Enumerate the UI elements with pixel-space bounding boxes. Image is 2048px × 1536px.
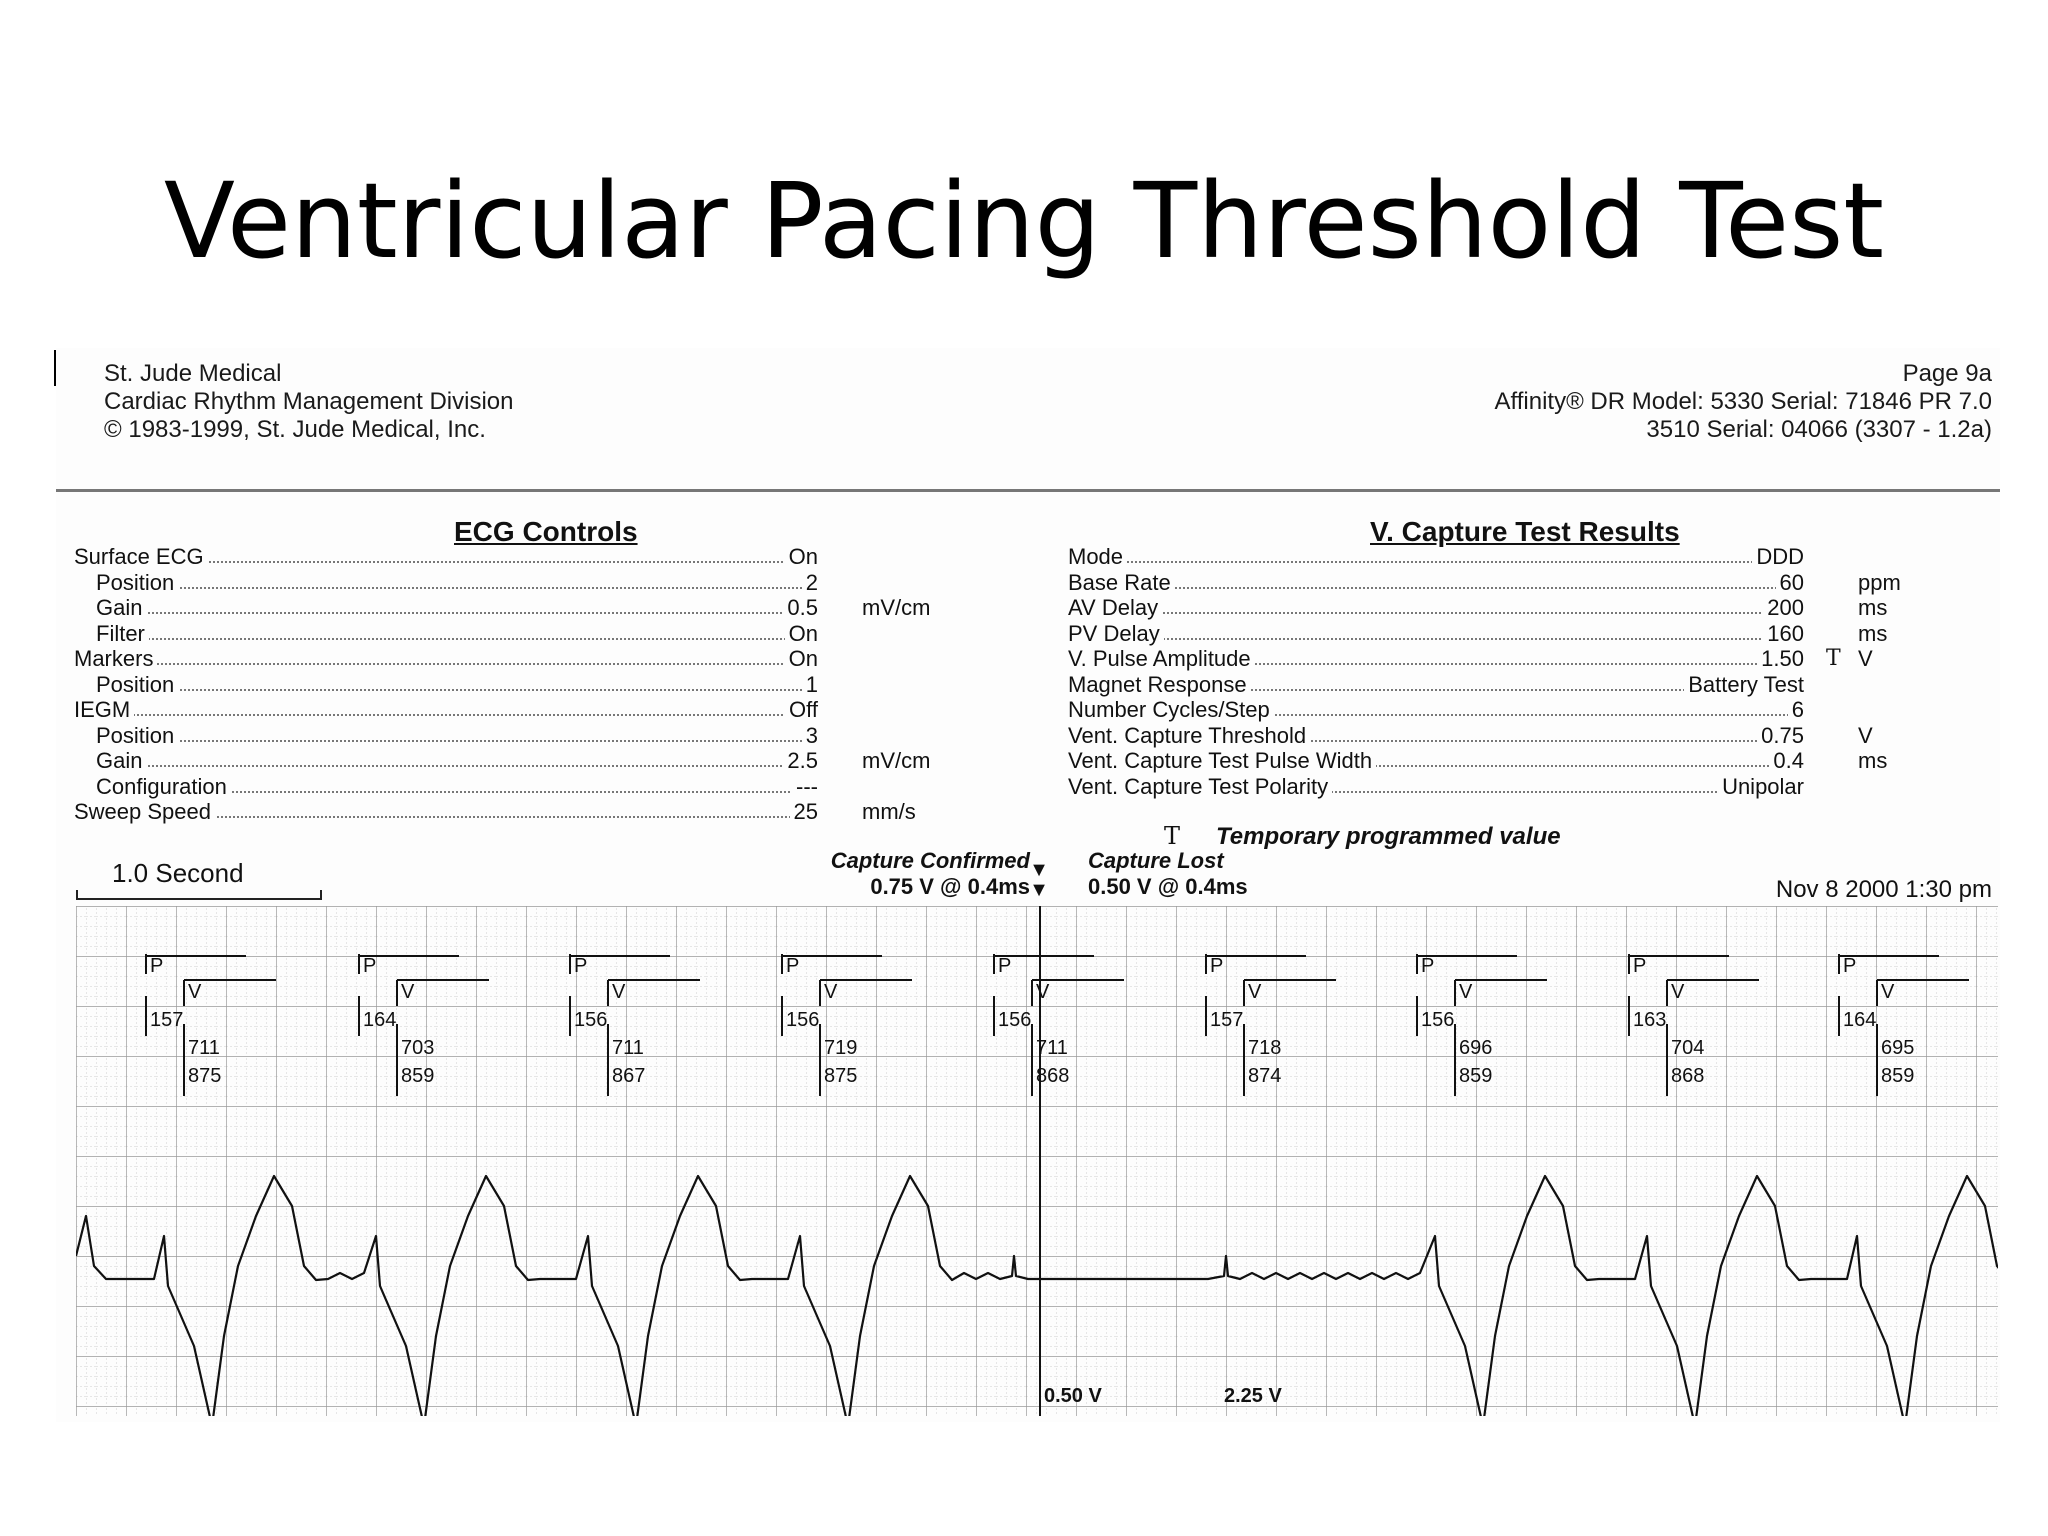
pp-interval: 859 (401, 1065, 435, 1087)
pv-interval: 163 (1633, 1009, 1667, 1031)
ecg-control-row (74, 544, 854, 570)
setting-label: Position (96, 723, 178, 749)
setting-unit: ms (1858, 748, 1888, 773)
ecg-control-row (74, 672, 854, 698)
setting-value: 6 (1788, 697, 1804, 723)
ecg-control-row (74, 799, 916, 825)
capture-result-row (1068, 595, 1948, 621)
setting-label: Number Cycles/Step (1068, 697, 1274, 723)
capture-lost-title: Capture Lost (1088, 848, 1224, 873)
capture-result-row (1068, 748, 1948, 774)
ecg-strip (76, 906, 1998, 1416)
dot-leader (96, 612, 818, 614)
vp-interval: 711 (188, 1037, 220, 1059)
p-marker: P (574, 955, 588, 977)
header-company: St. Jude Medical (104, 360, 282, 387)
capture-result-row (1068, 723, 1948, 749)
capture-result-row (1068, 774, 1948, 800)
dot-leader (96, 765, 818, 767)
printout-header-left (104, 360, 514, 444)
header-device-serial: 3510 Serial: 04066 (3307 - 1.2a) (1646, 416, 1992, 443)
header-division: Cardiac Rhythm Management Division (104, 388, 514, 415)
setting-label: Configuration (96, 774, 231, 800)
ecg-controls-list (74, 544, 931, 825)
pv-interval: 156 (786, 1009, 820, 1031)
ecg-control-row (74, 723, 854, 749)
capture-confirmed-annotation (730, 848, 1030, 900)
setting-label: Position (96, 570, 178, 596)
setting-value: 160 (1763, 621, 1804, 647)
dot-leader (1068, 561, 1804, 563)
pv-interval: 156 (1421, 1009, 1455, 1031)
p-marker: P (363, 955, 377, 977)
header-page: Page 9a (1902, 360, 1992, 387)
header-copyright: © 1983-1999, St. Jude Medical, Inc. (104, 416, 486, 443)
p-marker: P (998, 955, 1012, 977)
setting-unit: ms (1858, 620, 1888, 646)
v-marker: V (1671, 981, 1685, 1003)
v-marker: V (612, 981, 626, 1003)
v-marker: V (1248, 981, 1262, 1003)
setting-label: Gain (96, 748, 146, 774)
capture-result-row (1068, 570, 1948, 596)
pv-interval: 164 (363, 1009, 397, 1031)
header-device-model: Affinity® DR Model: 5330 Serial: 71846 PR 7.0 (1494, 388, 1992, 415)
vp-interval: 695 (1881, 1037, 1915, 1059)
capture-confirmed-value: 0.75 V @ 0.4ms (870, 874, 1030, 899)
ecg-control-row (74, 621, 854, 647)
setting-unit: mV/cm (862, 595, 931, 620)
setting-value: 3 (802, 723, 818, 749)
vp-interval: 719 (824, 1037, 858, 1059)
setting-value: 60 (1776, 570, 1804, 596)
dot-leader (1068, 612, 1804, 614)
p-marker: P (1210, 955, 1224, 977)
ecg-controls-title: ECG Controls (454, 516, 638, 547)
setting-value: 200 (1763, 595, 1804, 621)
pp-interval: 875 (824, 1065, 858, 1087)
dot-leader (96, 740, 818, 742)
strip-timestamp: Nov 8 2000 1:30 pm (1775, 876, 1992, 903)
dot-leader (1068, 638, 1804, 640)
ecg-strip-svg (76, 906, 1998, 1416)
setting-value: 0.5 (783, 595, 818, 621)
pp-interval: 867 (612, 1065, 646, 1087)
setting-value: 1 (802, 672, 818, 698)
p-marker: P (786, 955, 800, 977)
setting-value: Unipolar (1718, 774, 1804, 800)
setting-label: Markers (74, 646, 157, 672)
vp-interval: 711 (1036, 1037, 1068, 1059)
setting-value: On (785, 646, 818, 672)
setting-label: Position (96, 672, 178, 698)
setting-label: Base Rate (1068, 570, 1175, 596)
printout-header-right (1494, 360, 1992, 444)
dot-leader (96, 638, 818, 640)
setting-label: Mode (1068, 544, 1127, 570)
capture-lost-value: 0.50 V @ 0.4ms (1088, 874, 1248, 899)
capture-results-list (1068, 544, 1948, 799)
programmer-printout (56, 348, 2000, 1422)
setting-label: PV Delay (1068, 621, 1164, 647)
ecg-control-row (74, 595, 931, 621)
v-marker: V (401, 981, 415, 1003)
slide-title: Ventricular Pacing Threshold Test (163, 160, 1885, 282)
pulse-amplitude-label-high: 2.25 V (1224, 1385, 1282, 1407)
p-marker: P (1843, 955, 1857, 977)
v-marker: V (1459, 981, 1473, 1003)
vp-interval: 718 (1248, 1037, 1282, 1059)
vp-interval: 703 (401, 1037, 435, 1059)
vp-interval: 711 (612, 1037, 644, 1059)
time-scale-label: 1.0 Second (112, 858, 244, 888)
vp-interval: 696 (1459, 1037, 1493, 1059)
setting-label: Surface ECG (74, 544, 208, 570)
pulse-amplitude-label-low: 0.50 V (1044, 1385, 1102, 1407)
pp-interval: 868 (1671, 1065, 1705, 1087)
setting-label: Filter (96, 621, 149, 647)
setting-label: Gain (96, 595, 146, 621)
pp-interval: 859 (1881, 1065, 1915, 1087)
dot-leader (74, 663, 818, 665)
capture-result-row (1068, 672, 1948, 698)
capture-result-row (1068, 544, 1948, 570)
setting-label: Magnet Response (1068, 672, 1251, 698)
setting-unit: ms (1858, 595, 1888, 620)
setting-unit: V (1858, 722, 1873, 748)
ecg-control-row (74, 748, 931, 774)
pv-interval: 164 (1843, 1009, 1877, 1031)
setting-value: 0.75 (1757, 723, 1804, 749)
dot-leader (96, 587, 818, 589)
setting-value: --- (792, 774, 818, 800)
p-marker: P (1421, 955, 1435, 977)
setting-label: IEGM (74, 697, 134, 723)
dot-leader (74, 714, 818, 716)
capture-result-row (1068, 621, 1948, 647)
setting-value: 2 (802, 570, 818, 596)
temporary-value-text: Temporary programmed value (1216, 823, 1561, 850)
capture-confirmed-title: Capture Confirmed (830, 848, 1030, 873)
setting-label: Sweep Speed (74, 799, 215, 825)
capture-result-row (1068, 646, 1948, 672)
setting-label: Vent. Capture Threshold (1068, 723, 1310, 749)
v-marker: V (1036, 981, 1050, 1003)
v-marker: V (824, 981, 838, 1003)
ecg-control-row (74, 646, 854, 672)
header-divider (56, 489, 2000, 492)
pv-interval: 157 (1210, 1009, 1244, 1031)
pv-interval: 156 (998, 1009, 1032, 1031)
capture-result-row (1068, 697, 1948, 723)
threshold-arrow-icon: ▼ ▼ (1029, 859, 1049, 901)
v-marker: V (188, 981, 202, 1003)
p-marker: P (1633, 955, 1647, 977)
ecg-control-row (74, 774, 854, 800)
temporary-flag: T (1826, 646, 1841, 671)
setting-value: 0.4 (1769, 748, 1804, 774)
pp-interval: 859 (1459, 1065, 1493, 1087)
pv-interval: 156 (574, 1009, 608, 1031)
setting-unit: mm/s (862, 799, 916, 824)
setting-value: 1.50 (1757, 646, 1804, 672)
setting-unit: mV/cm (862, 748, 931, 773)
pp-interval: 874 (1248, 1065, 1282, 1087)
v-marker: V (1881, 981, 1895, 1003)
temporary-value-note (1164, 822, 1561, 851)
vp-interval: 704 (1671, 1037, 1705, 1059)
ecg-control-row (74, 570, 854, 596)
setting-value: On (785, 621, 818, 647)
setting-unit: V (1858, 646, 1873, 671)
pv-interval: 157 (150, 1009, 184, 1031)
setting-label: Vent. Capture Test Pulse Width (1068, 748, 1376, 774)
pp-interval: 875 (188, 1065, 222, 1087)
capture-results-title: V. Capture Test Results (1370, 516, 1680, 547)
setting-value: 25 (790, 799, 818, 825)
pp-interval: 868 (1036, 1065, 1070, 1087)
capture-lost-annotation (1088, 848, 1248, 900)
setting-label: AV Delay (1068, 595, 1162, 621)
temporary-flag-glyph: T (1164, 822, 1181, 850)
ecg-control-row (74, 697, 854, 723)
setting-value: 2.5 (783, 748, 818, 774)
setting-value: DDD (1752, 544, 1804, 570)
setting-label: Vent. Capture Test Polarity (1068, 774, 1332, 800)
dot-leader (1068, 587, 1804, 589)
setting-value: On (785, 544, 818, 570)
p-marker: P (150, 955, 164, 977)
setting-unit: ppm (1858, 569, 1901, 595)
setting-value: Off (785, 697, 818, 723)
setting-label: V. Pulse Amplitude (1068, 646, 1255, 672)
setting-value: Battery Test (1684, 672, 1804, 698)
time-scale-bar (76, 890, 322, 900)
dot-leader (96, 689, 818, 691)
